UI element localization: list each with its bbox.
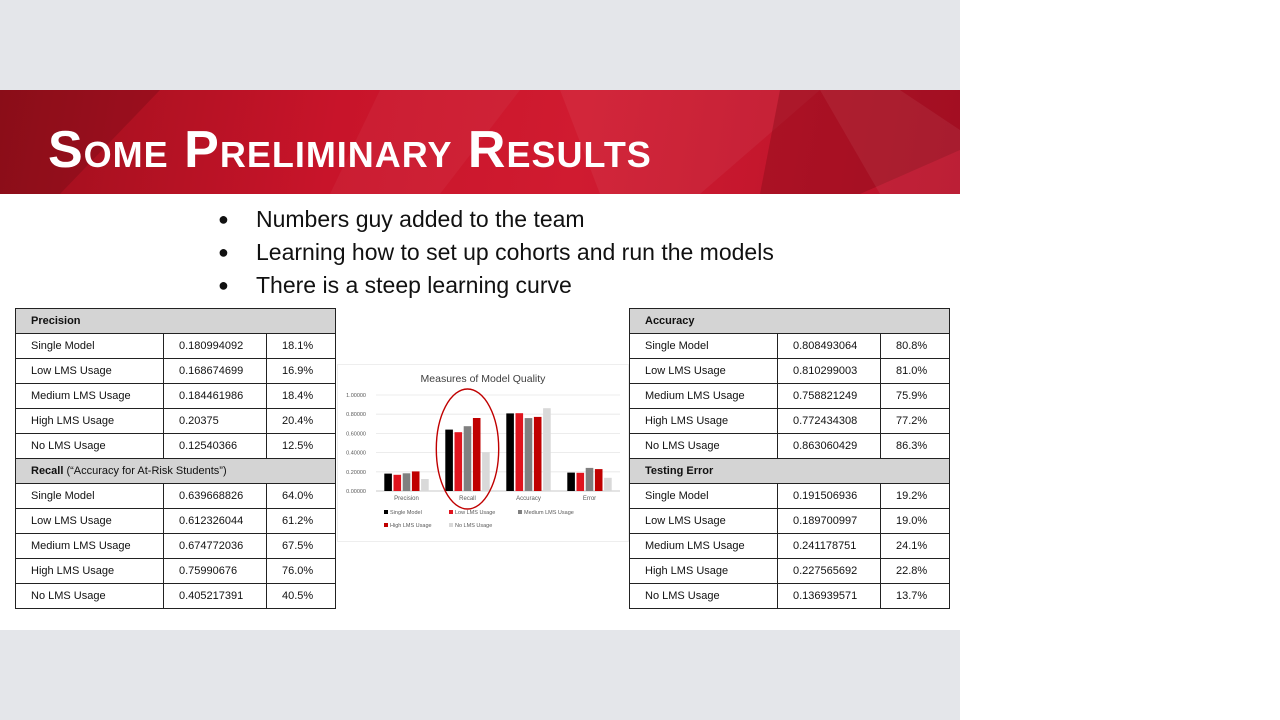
row-value: 0.639668826 [164,484,267,509]
table-row [16,409,336,434]
table-header-row [630,309,950,334]
row-label: Low LMS Usage [16,509,164,534]
row-label: No LMS Usage [630,434,778,459]
row-label: High LMS Usage [16,559,164,584]
row-percent: 40.5% [267,584,336,609]
row-percent: 12.5% [267,434,336,459]
chart-bar [577,473,585,491]
legend-label: No LMS Usage [455,523,493,529]
row-value: 0.863060429 [778,434,881,459]
row-value: 0.168674699 [164,359,267,384]
row-value: 0.772434308 [778,409,881,434]
legend-label: Medium LMS Usage [524,510,574,516]
bullet-item [212,236,774,269]
row-label: High LMS Usage [630,559,778,584]
x-tick-label: Accuracy [516,496,541,502]
row-value: 0.75990676 [164,559,267,584]
precision-recall-table [15,308,336,609]
legend-swatch [518,510,522,514]
chart-bar [543,408,551,491]
row-value: 0.810299003 [778,359,881,384]
table-row [630,434,950,459]
legend-label: High LMS Usage [390,523,432,529]
row-value: 0.20375 [164,409,267,434]
chart-bar [506,413,514,491]
table-row [16,359,336,384]
row-label: High LMS Usage [16,409,164,434]
table-row [16,534,336,559]
row-label: Single Model [16,484,164,509]
row-label: Low LMS Usage [630,509,778,534]
chart-bar [482,452,490,491]
row-label: Medium LMS Usage [16,534,164,559]
row-value: 0.808493064 [778,334,881,359]
bullet-text: There is a steep learning curve [256,272,572,298]
row-value: 0.758821249 [778,384,881,409]
row-value: 0.674772036 [164,534,267,559]
row-percent: 24.1% [881,534,950,559]
precision-header: Precision [16,309,336,334]
row-value: 0.241178751 [778,534,881,559]
chart-bar [394,475,402,491]
row-percent: 18.1% [267,334,336,359]
table-row [16,484,336,509]
chart-bar [525,418,533,491]
row-percent: 81.0% [881,359,950,384]
bullet-item [212,269,774,302]
table-header-row [16,309,336,334]
chart-bar [412,471,420,491]
chart-title: Measures of Model Quality [420,373,546,385]
chart-bar [595,469,603,491]
row-percent: 80.8% [881,334,950,359]
chart-bar [421,479,429,491]
chart-bar [445,430,453,491]
chart-bar [464,426,472,491]
row-percent: 77.2% [881,409,950,434]
y-tick-label: 0.60000 [346,431,366,438]
x-tick-label: Precision [394,496,419,502]
legend-swatch [384,523,388,527]
legend-swatch [449,510,453,514]
row-value: 0.405217391 [164,584,267,609]
table-header-row [16,459,336,484]
row-label: Single Model [630,334,778,359]
legend-swatch [384,510,388,514]
table-row [630,484,950,509]
bullet-text: Numbers guy added to the team [256,206,585,232]
chart-bar [567,473,575,491]
y-tick-label: 0.40000 [346,450,366,457]
x-tick-label: Error [582,496,597,502]
legend-label: Low LMS Usage [455,510,496,516]
row-percent: 20.4% [267,409,336,434]
row-percent: 19.0% [881,509,950,534]
chart-bar [384,474,392,491]
row-label: Medium LMS Usage [630,384,778,409]
row-percent: 64.0% [267,484,336,509]
table-row [16,584,336,609]
bullet-dot-icon: ● [218,209,229,229]
row-percent: 86.3% [881,434,950,459]
bullet-text: Learning how to set up cohorts and run the models [256,239,774,265]
row-percent: 67.5% [267,534,336,559]
chart-bar [473,418,481,491]
row-label: Low LMS Usage [16,359,164,384]
table-header-row [630,459,950,484]
y-tick-label: 0.80000 [346,412,366,419]
legend-label: Single Model [390,510,422,516]
row-percent: 18.4% [267,384,336,409]
table-row [630,409,950,434]
table-row [16,334,336,359]
row-percent: 61.2% [267,509,336,534]
row-value: 0.612326044 [164,509,267,534]
row-label: No LMS Usage [630,584,778,609]
x-tick-label: Recall [459,496,476,502]
row-label: Single Model [16,334,164,359]
row-label: Medium LMS Usage [630,534,778,559]
row-label: No LMS Usage [16,584,164,609]
table-row [630,384,950,409]
chart-bar [604,478,612,491]
recall-header-title: Recall [31,465,64,477]
row-percent: 19.2% [881,484,950,509]
bullet-dot-icon: ● [218,242,229,262]
y-tick-label: 1.00000 [346,393,366,399]
row-percent: 75.9% [881,384,950,409]
bullet-dot-icon: ● [218,275,229,295]
chart-bar [586,468,594,491]
row-percent: 22.8% [881,559,950,584]
row-value: 0.12540366 [164,434,267,459]
row-value: 0.136939571 [778,584,881,609]
y-tick-label: 0.20000 [346,469,366,476]
table-row [16,509,336,534]
bullet-item [212,203,774,236]
accuracy-header: Accuracy [630,309,950,334]
model-quality-chart [337,364,629,542]
table-row [16,434,336,459]
y-tick-label: 0.00000 [346,489,366,495]
table-row [16,559,336,584]
chart-bar [516,413,524,491]
chart-bar [403,473,411,491]
row-percent: 13.7% [881,584,950,609]
table-row [630,359,950,384]
slide-title: Some Preliminary Results [48,121,652,179]
recall-header [16,459,336,484]
chart-svg [338,365,628,541]
table-row [630,334,950,359]
row-label: High LMS Usage [630,409,778,434]
row-label: No LMS Usage [16,434,164,459]
row-percent: 76.0% [267,559,336,584]
accuracy-error-table [629,308,950,609]
legend-swatch [449,523,453,527]
row-value: 0.189700997 [778,509,881,534]
bullet-list [212,203,774,302]
row-label: Medium LMS Usage [16,384,164,409]
row-value: 0.180994092 [164,334,267,359]
row-value: 0.184461986 [164,384,267,409]
row-value: 0.191506936 [778,484,881,509]
table-row [630,534,950,559]
table-row [630,584,950,609]
row-label: Single Model [630,484,778,509]
testing-error-header: Testing Error [630,459,950,484]
table-row [16,384,336,409]
recall-header-note: (“Accuracy for At-Risk Students”) [63,465,227,477]
row-value: 0.227565692 [778,559,881,584]
table-row [630,509,950,534]
table-row [630,559,950,584]
row-label: Low LMS Usage [630,359,778,384]
row-percent: 16.9% [267,359,336,384]
chart-bar [455,432,463,491]
chart-bar [534,417,542,491]
